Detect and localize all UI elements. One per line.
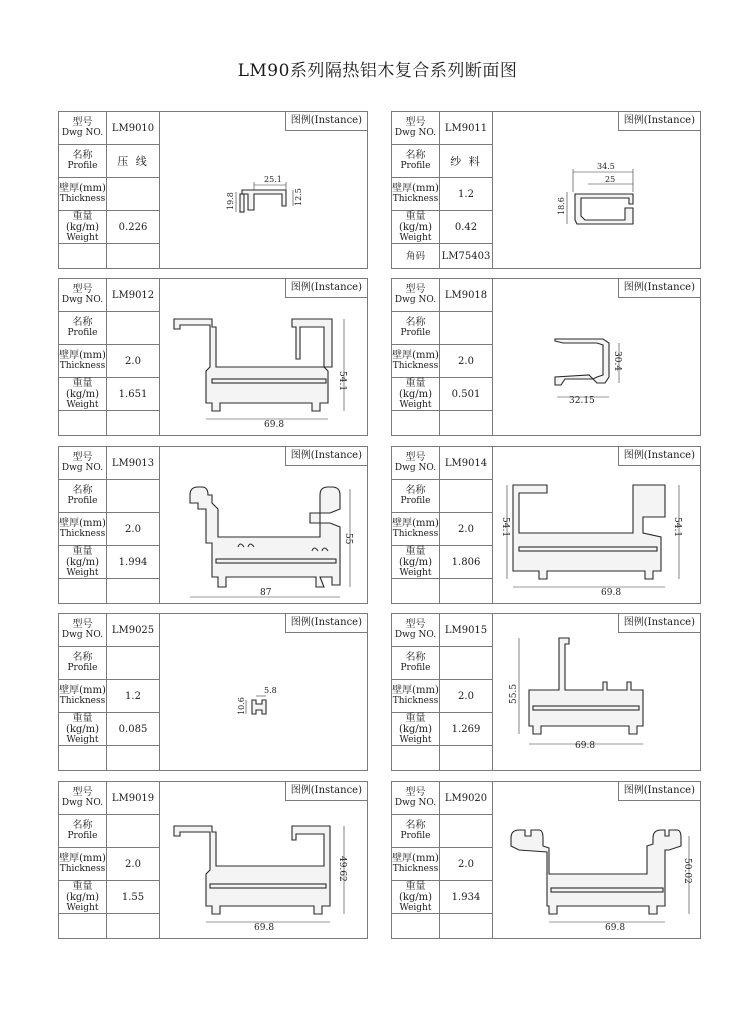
profile-section-shape xyxy=(216,559,336,563)
thickness-label-en: Thickness xyxy=(392,696,439,706)
thickness-value: 2.0 xyxy=(107,848,160,881)
weight-value: 1.55 xyxy=(107,881,160,914)
dimension-label: 54.1 xyxy=(337,371,347,392)
dimension-label: 32.15 xyxy=(569,396,595,406)
profile-value xyxy=(107,312,160,345)
dwg-label xyxy=(392,279,440,312)
dwg-label-cn: 型号 xyxy=(72,787,93,798)
profile-section-shape xyxy=(511,830,681,914)
dimension-label: 69.8 xyxy=(575,741,596,751)
dwg-label-cn: 型号 xyxy=(405,787,426,798)
thickness-value: 1.2 xyxy=(440,178,493,211)
profile-section-shape xyxy=(242,190,286,210)
profile-label-en: Profile xyxy=(67,161,98,171)
profile-value xyxy=(107,647,160,680)
thickness-label xyxy=(392,513,440,546)
dwg-value: LM9013 xyxy=(107,447,160,480)
dimension-label: 34.5 xyxy=(597,162,615,171)
dwg-label-en: Dwg NO. xyxy=(61,798,104,808)
instance-legend: 图例(Instance) xyxy=(285,614,367,633)
thickness-label xyxy=(392,345,440,378)
weight-label-cn: 重量(kg/m) xyxy=(398,377,433,400)
empty-value xyxy=(440,411,493,435)
corner-key-value: LM75403 xyxy=(440,244,493,268)
thickness-value: 2.0 xyxy=(107,513,160,546)
profile-label-cn: 名称 xyxy=(405,150,426,161)
instance-legend: 图例(Instance) xyxy=(618,279,700,298)
dwg-label-en: Dwg NO. xyxy=(394,798,437,808)
weight-label-en: Weight xyxy=(66,232,99,243)
empty-label xyxy=(392,579,440,603)
dimension-label: 30.4 xyxy=(612,351,622,372)
profile-drawing xyxy=(160,782,367,938)
dwg-label-cn: 型号 xyxy=(405,117,426,128)
dwg-value: LM9012 xyxy=(107,279,160,312)
profile-card-lm9018 xyxy=(391,278,701,436)
weight-label-cn: 重量(kg/m) xyxy=(65,880,100,903)
dimension-label: 55.5 xyxy=(509,683,519,704)
instance-legend: 图例(Instance) xyxy=(618,112,700,131)
weight-label xyxy=(392,713,440,746)
profile-label-cn: 名称 xyxy=(405,820,426,831)
dwg-value: LM9015 xyxy=(440,614,493,647)
dimension-label: 69.8 xyxy=(605,923,626,933)
profile-section-shape xyxy=(240,194,244,212)
weight-label-cn: 重量(kg/m) xyxy=(65,377,100,400)
weight-label xyxy=(392,546,440,579)
profile-label xyxy=(59,815,107,848)
profile-value: 纱 料 xyxy=(440,145,493,178)
profile-card-lm9019 xyxy=(58,781,368,939)
weight-label-cn: 重量(kg/m) xyxy=(398,880,433,903)
profile-value xyxy=(440,647,493,680)
profile-label xyxy=(59,480,107,513)
profile-card-lm9010 xyxy=(58,111,368,269)
thickness-label-cn: 壁厚(mm) xyxy=(59,853,106,864)
profile-section-shape xyxy=(533,706,639,710)
weight-label xyxy=(59,211,107,244)
profile-section-shape xyxy=(555,339,609,385)
thickness-label-cn: 壁厚(mm) xyxy=(392,853,439,864)
dimension-label: 50.02 xyxy=(682,858,692,884)
thickness-label-cn: 壁厚(mm) xyxy=(392,685,439,696)
profile-label-cn: 名称 xyxy=(72,150,93,161)
empty-label xyxy=(59,244,107,268)
profile-card-lm9020 xyxy=(391,781,701,939)
dwg-label-cn: 型号 xyxy=(72,284,93,295)
dwg-value: LM9025 xyxy=(107,614,160,647)
thickness-label xyxy=(59,345,107,378)
dwg-value: LM9018 xyxy=(440,279,493,312)
profile-label-cn: 名称 xyxy=(405,652,426,663)
profile-section-shape xyxy=(210,884,326,888)
empty-value xyxy=(440,746,493,770)
dimension-label: 54.1 xyxy=(500,517,510,538)
profile-section-shape xyxy=(529,638,643,734)
empty-label xyxy=(392,746,440,770)
weight-value: 1.934 xyxy=(440,881,493,914)
empty-label xyxy=(59,746,107,770)
instance-legend: 图例(Instance) xyxy=(618,447,700,466)
instance-legend: 图例(Instance) xyxy=(285,447,367,466)
dwg-label xyxy=(392,614,440,647)
thickness-label-en: Thickness xyxy=(59,194,106,204)
profile-drawing xyxy=(493,614,700,770)
dwg-label-cn: 型号 xyxy=(405,284,426,295)
profile-label xyxy=(392,647,440,680)
weight-value: 1.651 xyxy=(107,378,160,411)
thickness-value: 2.0 xyxy=(440,513,493,546)
dimension-label: 69.8 xyxy=(254,923,275,933)
dwg-label xyxy=(392,112,440,145)
thickness-label xyxy=(59,513,107,546)
profile-value xyxy=(107,815,160,848)
profile-card-lm9014 xyxy=(391,446,701,604)
dwg-label-cn: 型号 xyxy=(72,619,93,630)
dwg-label-en: Dwg NO. xyxy=(61,630,104,640)
profile-value xyxy=(107,480,160,513)
profile-label xyxy=(59,647,107,680)
empty-value xyxy=(440,579,493,603)
profile-section-shape xyxy=(551,888,663,892)
thickness-value: 2.0 xyxy=(107,345,160,378)
instance-legend: 图例(Instance) xyxy=(285,112,367,131)
thickness-label-cn: 壁厚(mm) xyxy=(59,685,106,696)
weight-label-cn: 重量(kg/m) xyxy=(65,210,100,233)
dimension-label: 49.62 xyxy=(337,856,347,882)
weight-label-en: Weight xyxy=(399,232,432,243)
instance-legend: 图例(Instance) xyxy=(618,614,700,633)
thickness-label-cn: 壁厚(mm) xyxy=(59,350,106,361)
thickness-label xyxy=(392,848,440,881)
weight-label-cn: 重量(kg/m) xyxy=(398,545,433,568)
dwg-value: LM9019 xyxy=(107,782,160,815)
dimension-label: 69.8 xyxy=(601,588,622,598)
weight-label-cn: 重量(kg/m) xyxy=(398,712,433,735)
dwg-label-cn: 型号 xyxy=(405,452,426,463)
dimension-label: 12.5 xyxy=(294,188,303,206)
thickness-label-cn: 壁厚(mm) xyxy=(392,350,439,361)
dwg-label xyxy=(59,447,107,480)
profile-label-en: Profile xyxy=(67,328,98,338)
profile-label-cn: 名称 xyxy=(72,820,93,831)
dwg-label-en: Dwg NO. xyxy=(394,295,437,305)
empty-value xyxy=(107,914,160,938)
profile-value: 压 线 xyxy=(107,145,160,178)
page-title: LM90系列隔热铝木复合系列断面图 xyxy=(237,61,518,81)
profile-section-shape xyxy=(519,547,657,551)
thickness-label-en: Thickness xyxy=(59,864,106,874)
dwg-label xyxy=(59,279,107,312)
dimension-label: 10.6 xyxy=(237,697,246,715)
weight-label-cn: 重量(kg/m) xyxy=(65,545,100,568)
empty-label xyxy=(392,411,440,435)
profile-card-lm9025 xyxy=(58,613,368,771)
dwg-label xyxy=(59,112,107,145)
profile-value xyxy=(440,480,493,513)
profile-label xyxy=(392,145,440,178)
dimension-label: 87 xyxy=(260,588,272,598)
thickness-label-cn: 壁厚(mm) xyxy=(59,183,106,194)
profile-drawing xyxy=(493,112,700,268)
profile-label-cn: 名称 xyxy=(72,485,93,496)
weight-label xyxy=(392,378,440,411)
weight-label-en: Weight xyxy=(399,567,432,578)
weight-label-en: Weight xyxy=(66,399,99,410)
profile-label-en: Profile xyxy=(400,663,431,673)
empty-value xyxy=(107,579,160,603)
dwg-label xyxy=(392,782,440,815)
profile-label-cn: 名称 xyxy=(405,485,426,496)
dimension-label: 54.1 xyxy=(672,517,682,538)
thickness-label xyxy=(59,680,107,713)
thickness-label-cn: 壁厚(mm) xyxy=(392,518,439,529)
thickness-label xyxy=(392,178,440,211)
profile-label-en: Profile xyxy=(67,831,98,841)
empty-label xyxy=(59,579,107,603)
weight-label-en: Weight xyxy=(66,902,99,913)
thickness-value: 2.0 xyxy=(440,848,493,881)
dwg-label-en: Dwg NO. xyxy=(394,128,437,138)
thickness-value xyxy=(107,178,160,211)
profile-section-shape xyxy=(190,487,340,587)
profile-card-lm9015 xyxy=(391,613,701,771)
dimension-label: 18.6 xyxy=(557,197,566,215)
profile-label-en: Profile xyxy=(400,496,431,506)
profile-drawing xyxy=(160,447,367,603)
weight-label xyxy=(59,378,107,411)
dimension-label: 19.8 xyxy=(226,192,235,210)
dwg-value: LM9010 xyxy=(107,112,160,145)
profile-drawing xyxy=(160,279,367,435)
profile-label-cn: 名称 xyxy=(405,317,426,328)
dwg-label-en: Dwg NO. xyxy=(61,463,104,473)
profile-drawing xyxy=(493,447,700,603)
weight-value: 1.269 xyxy=(440,713,493,746)
profile-label-en: Profile xyxy=(67,496,98,506)
weight-label xyxy=(59,881,107,914)
empty-value xyxy=(107,411,160,435)
empty-label xyxy=(392,914,440,938)
profile-label-en: Profile xyxy=(400,161,431,171)
dwg-label-en: Dwg NO. xyxy=(61,295,104,305)
empty-value xyxy=(107,746,160,770)
thickness-label xyxy=(59,178,107,211)
weight-value: 0.226 xyxy=(107,211,160,244)
dwg-label-en: Dwg NO. xyxy=(394,463,437,473)
empty-label xyxy=(59,411,107,435)
thickness-label-en: Thickness xyxy=(59,529,106,539)
instance-legend: 图例(Instance) xyxy=(285,782,367,801)
weight-label-cn: 重量(kg/m) xyxy=(65,712,100,735)
profile-card-lm9012 xyxy=(58,278,368,436)
profile-section-shape xyxy=(212,379,326,383)
profile-label xyxy=(392,312,440,345)
profile-value xyxy=(440,815,493,848)
dwg-label-en: Dwg NO. xyxy=(61,128,104,138)
profile-label-cn: 名称 xyxy=(72,317,93,328)
weight-label xyxy=(59,713,107,746)
dwg-label-cn: 型号 xyxy=(72,117,93,128)
profile-section-shape xyxy=(174,826,330,914)
thickness-label-en: Thickness xyxy=(59,696,106,706)
dimension-label: 25.1 xyxy=(264,175,282,184)
weight-label-en: Weight xyxy=(399,399,432,410)
profile-label xyxy=(392,815,440,848)
dimension-label: 69.8 xyxy=(264,420,285,430)
profile-card-lm9011 xyxy=(391,111,701,269)
profile-section-shape xyxy=(575,194,633,224)
profile-section-shape xyxy=(174,319,332,411)
thickness-value: 2.0 xyxy=(440,680,493,713)
profile-card-lm9013 xyxy=(58,446,368,604)
profile-drawing xyxy=(493,782,700,938)
thickness-label-en: Thickness xyxy=(392,864,439,874)
dimension-label: 25 xyxy=(605,175,616,184)
profile-drawing xyxy=(160,614,367,770)
empty-value xyxy=(107,244,160,268)
profile-label xyxy=(59,145,107,178)
weight-value: 1.994 xyxy=(107,546,160,579)
profile-label-en: Profile xyxy=(67,663,98,673)
empty-label xyxy=(59,914,107,938)
profile-label-en: Profile xyxy=(400,831,431,841)
instance-legend: 图例(Instance) xyxy=(618,782,700,801)
weight-value: 0.501 xyxy=(440,378,493,411)
weight-value: 1.806 xyxy=(440,546,493,579)
dwg-label-en: Dwg NO. xyxy=(394,630,437,640)
instance-legend: 图例(Instance) xyxy=(285,279,367,298)
thickness-label-cn: 壁厚(mm) xyxy=(392,183,439,194)
weight-value: 0.085 xyxy=(107,713,160,746)
dwg-label xyxy=(59,782,107,815)
weight-label-cn: 重量(kg/m) xyxy=(398,210,433,233)
weight-label xyxy=(392,881,440,914)
profile-drawing xyxy=(493,279,700,435)
profile-section-shape xyxy=(252,700,266,714)
weight-label-en: Weight xyxy=(399,734,432,745)
dwg-label-cn: 型号 xyxy=(72,452,93,463)
profile-label xyxy=(392,480,440,513)
profile-section-shape xyxy=(513,485,665,579)
thickness-value: 2.0 xyxy=(440,345,493,378)
weight-label-en: Weight xyxy=(66,567,99,578)
thickness-label xyxy=(59,848,107,881)
corner-key-label: 角码 xyxy=(392,244,440,268)
dwg-value: LM9011 xyxy=(440,112,493,145)
dwg-value: LM9014 xyxy=(440,447,493,480)
weight-label xyxy=(59,546,107,579)
profile-label-cn: 名称 xyxy=(72,652,93,663)
profile-drawing xyxy=(160,112,367,268)
weight-label-en: Weight xyxy=(399,902,432,913)
thickness-value: 1.2 xyxy=(107,680,160,713)
dwg-label xyxy=(392,447,440,480)
dwg-label xyxy=(59,614,107,647)
dwg-value: LM9020 xyxy=(440,782,493,815)
thickness-label-cn: 壁厚(mm) xyxy=(59,518,106,529)
weight-value: 0.42 xyxy=(440,211,493,244)
thickness-label-en: Thickness xyxy=(392,361,439,371)
thickness-label-en: Thickness xyxy=(392,529,439,539)
weight-label-en: Weight xyxy=(66,734,99,745)
dimension-label: 5.8 xyxy=(264,686,277,695)
dimension-label: 55 xyxy=(343,533,353,545)
profile-label xyxy=(59,312,107,345)
profile-label-en: Profile xyxy=(400,328,431,338)
dwg-label-cn: 型号 xyxy=(405,619,426,630)
weight-label xyxy=(392,211,440,244)
thickness-label-en: Thickness xyxy=(59,361,106,371)
thickness-label xyxy=(392,680,440,713)
profile-value xyxy=(440,312,493,345)
thickness-label-en: Thickness xyxy=(392,194,439,204)
empty-value xyxy=(440,914,493,938)
